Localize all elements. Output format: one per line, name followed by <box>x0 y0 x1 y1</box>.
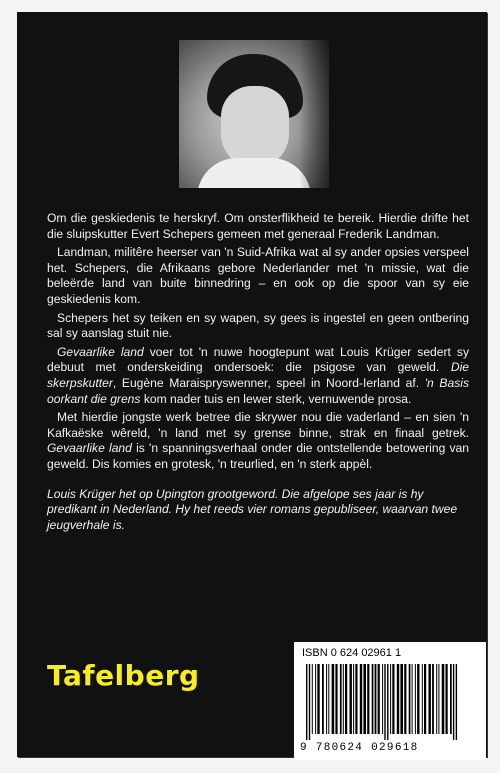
barcode-bar <box>355 664 357 734</box>
barcode-bar <box>429 664 431 734</box>
barcode-bar <box>360 664 362 734</box>
author-photo <box>179 40 329 188</box>
barcode-bar <box>412 664 413 734</box>
title-gevaarlike-land: Gevaarlike land <box>47 441 132 456</box>
barcode-bar <box>372 664 374 734</box>
author-photo-collar <box>197 158 311 188</box>
blurb-text <box>47 211 469 536</box>
blurb-text-span: is 'n spanningsverhaal onder die ontstellende betowering van geweld. Dis komies en grotesk, 'n treurlied, en 'n sterk appèl. <box>47 441 470 471</box>
barcode-bar <box>335 664 337 734</box>
barcode-bar <box>397 664 399 734</box>
blurb-paragraph-5 <box>47 410 469 472</box>
author-bio: Louis Krüger het op Upington grootgeword. Die afgelope ses jaar is hy predikant in Nederland. Hy het reeds vier romans gepubliseer, waarvan twee jeugverhale is. <box>47 486 458 532</box>
title-gevaarlike-land: Gevaarlike land <box>57 344 144 359</box>
barcode <box>302 664 478 740</box>
barcode-bar <box>384 664 385 740</box>
barcode-bar <box>387 664 388 740</box>
barcode-bar <box>340 664 342 734</box>
barcode-bar <box>417 664 419 734</box>
blurb-text-span: , Eugène Maraispryswenner, speel in Noord-Ierland af. <box>112 375 425 390</box>
blurb-text-span: kom nader tuis en lewer sterk, vernuwende prosa. <box>140 391 412 406</box>
barcode-bar <box>328 664 329 734</box>
blurb-text-span: Met hierdie jongste werk betree die skrywer nou die vaderland – en sien 'n Kafkaëske wêreld, 'n land met sy grense binne, strak en finaal getrek. <box>47 410 469 440</box>
barcode-bar <box>424 664 426 734</box>
barcode-bar <box>442 664 445 734</box>
barcode-bar <box>306 664 307 740</box>
barcode-bar <box>343 664 344 734</box>
barcode-bar <box>345 664 347 734</box>
isbn-number: ISBN 0 624 02961 1 <box>302 647 402 659</box>
barcode-bar <box>436 664 437 734</box>
publisher-logo: Tafelberg <box>47 659 200 692</box>
barcode-bar <box>453 664 454 740</box>
author-photo-face <box>221 86 289 168</box>
barcode-bar <box>363 664 366 734</box>
barcode-bar <box>409 664 411 734</box>
blurb-paragraph-4 <box>47 345 469 407</box>
barcode-bar <box>332 664 335 734</box>
barcode-bar <box>322 664 324 734</box>
barcode-bar <box>415 664 416 734</box>
barcode-bar <box>375 664 377 734</box>
barcode-bar <box>404 664 406 734</box>
barcode-bar <box>353 664 354 734</box>
barcode-bar <box>392 664 394 734</box>
barcode-bar <box>382 664 383 734</box>
barcode-bar <box>317 664 319 734</box>
barcode-bar <box>390 664 391 734</box>
barcode-bar <box>309 664 310 740</box>
barcode-bar <box>350 664 352 734</box>
barcode-bar <box>312 664 313 734</box>
barcode-bar <box>446 664 448 734</box>
barcode-bar <box>400 664 403 734</box>
barcode-bar <box>450 664 452 734</box>
blurb-paragraph-3: Schepers het sy teiken en sy wapen, sy gees is ingestel en geen ontbering sal sy aanslag stuit nie. <box>47 310 469 341</box>
barcode-bar <box>422 664 423 734</box>
barcode-bar <box>438 664 439 734</box>
blurb-paragraph-2: Landman, militêre heerser van 'n Suid-Afrika wat al sy ander opsies verspeel het. Schepers, die Afrikaans gebore Nederlander met 'n missie, wat die beleërde land van buite binnedring – en ook op die spoor van sy eie geskiedenis kom. <box>47 245 469 306</box>
barcode-bar <box>378 664 380 734</box>
author-photo-shadow <box>299 40 329 188</box>
back-cover <box>17 12 487 757</box>
barcode-bar <box>367 664 369 734</box>
barcode-bar <box>432 664 434 734</box>
blurb-paragraph-1: Om die geskiedenis te herskryf. Om onsterflikheid te bereik. Hierdie drifte het die sluipskutter Evert Schepers gemeen met generaal Frederik Landman. <box>47 211 469 241</box>
isbn-barcode-label <box>294 642 486 760</box>
ean-number: 9 780624 029618 <box>300 742 419 754</box>
barcode-bar <box>456 664 457 740</box>
barcode-bar <box>326 664 327 734</box>
barcode-bar <box>315 664 316 734</box>
blurb-text-span: voer tot 'n nuwe hoogtepunt wat Louis Krüger sedert sy debuut met onderskeiding ondersoek: die psigose van geweld. <box>47 344 469 375</box>
title-n-basis-oorkant-die-grens: 'n Basis oorkant die grens <box>47 375 469 406</box>
title-die-skerpskutter: Die skerpskutter <box>47 360 469 390</box>
